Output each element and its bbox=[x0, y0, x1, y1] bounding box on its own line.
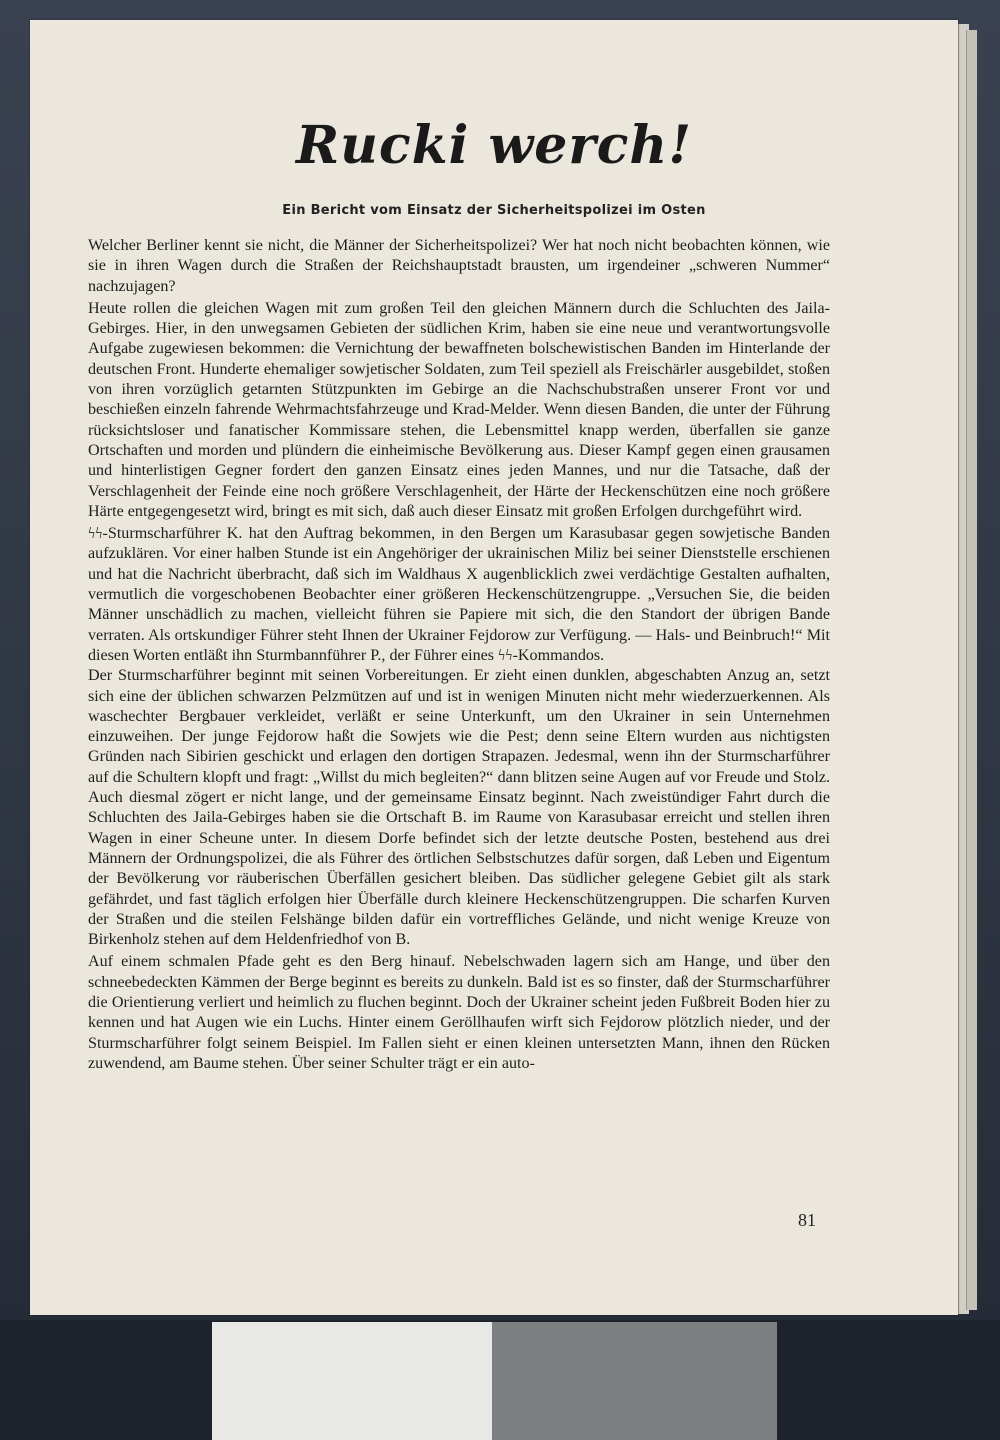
page-number: 81 bbox=[798, 1210, 816, 1230]
page-title: Rucki werch! bbox=[295, 115, 693, 176]
gray-reference-card bbox=[212, 1322, 492, 1440]
paragraph: Welcher Berliner kennt sie nicht, die Männer der Sicherheitspolizei? Wer hat noch nicht beobachten können, wie sie in ihren Wagen durch die Straßen der Reichshauptstadt brausten, um irgendeiner „schweren Nummer“ nachzujagen? bbox=[88, 237, 830, 295]
paragraph: ϟϟ-Sturmscharführer K. hat den Auftrag bekommen, in den Bergen um Karasubasar gegen sowjetische Banden aufzuklären. Vor einer halben Stunde ist ein Angehöriger der ukrainischen Miliz bei seiner Dienststelle erschienen und hat die Nachricht überbracht, daß sich im Waldhaus X augenblicklich zwei verdächtige Gestalten aufhalten, vermutlich die vorgeschobenen Beobachter einer größeren Heckenschützengruppe. „Versuchen Sie, die beiden Männer unschädlich zu machen, vielleicht führen sie Papiere mit sich, die den Standort der übrigen Bande verraten. Als ortskundiger Führer steht Ihnen der Ukrainer Fejdorow zur Verfügung. — Hals- und Beinbruch!“ Mit diesen Worten entläßt ihn Sturmbannführer P., der Führer eines ϟϟ-Kommandos. bbox=[88, 525, 830, 664]
article-body bbox=[88, 236, 830, 1074]
page-edge bbox=[966, 30, 977, 1310]
dark-reference-card bbox=[492, 1322, 777, 1440]
page-subtitle: Ein Bericht vom Einsatz der Sicherheitspolizei im Osten bbox=[282, 203, 706, 218]
paragraph: Auf einem schmalen Pfade geht es den Berg hinauf. Nebelschwaden lagern sich am Hange, und über den schneebedeckten Kämmen der Berge beginnt es bereits zu dunkeln. Bald ist es so finster, daß der Sturmscharführer die Orientierung verliert und heimlich zu fluchen beginnt. Doch der Ukrainer scheint jeden Fußbreit Boden hier zu kennen und hat Augen wie ein Luchs. Hinter einem Geröllhaufen wirft sich Fejdorow plötzlich nieder, und der Sturmscharführer folgt seinem Beispiel. Im Fallen sieht er einen kleinen untersetzten Mann, ihnen den Rücken zuwendend, am Baume stehen. Über seiner Schulter trägt er ein auto- bbox=[88, 953, 830, 1072]
paragraph: Heute rollen die gleichen Wagen mit zum großen Teil den gleichen Männern durch die Schluchten des Jaila-Gebirges. Hier, in den unwegsamen Gebieten der südlichen Krim, haben sie eine neue und verantwortungsvolle Aufgabe zugewiesen bekommen: die Vernichtung der bewaffneten bolschewistischen Banden im Hinterlande der deutschen Front. Hunderte ehemaliger sowjetischer Soldaten, zum Teil speziell als Freischärler ausgebildet, stoßen von ihren vorzüglich getarnten Stützpunkten im Gebirge an die Nachschubstraßen unserer Front vor und beschießen einzeln fahrende Wehrmachtsfahrzeuge und Krad-Melder. Wenn diesen Banden, die unter der Führung rücksichtsloser und fanatischer Kommissare stehen, die Lebensmittel knapp werden, überfallen sie ganze Ortschaften und morden und plündern die einheimische Bevölkerung aus. Dieser Kampf gegen einen grausamen und hinterlistigen Gegner fordert den ganzen Einsatz eines jeden Mannes, und nur die Tatsache, daß der Verschlagenheit der Feinde eine noch größere Verschlagenheit, der Härte der Heckenschützen eine noch größere Härte entgegengesetzt wird, bringt es mit sich, daß auch dieser Einsatz mit großen Erfolgen durchgeführt wird. bbox=[88, 299, 830, 520]
paragraph: Der Sturmscharführer beginnt mit seinen Vorbereitungen. Er zieht einen dunklen, abgeschabten Anzug an, setzt sich eine der üblichen schwarzen Pelzmützen auf und ist in wenigen Minuten nicht mehr wiederzuerkennen. Als waschechter Bergbauer verkleidet, verläßt er seine Unterkunft, um den Ukrainer in sein Unternehmen einzuweihen. Der junge Fejdorow haßt die Sowjets wie die Pest; denn seine Eltern wurden aus nichtigsten Gründen nach Sibirien geschickt und erlagen den dortigen Strapazen. Jedesmal, wenn ihn der Sturmscharführer auf die Schultern klopft und fragt: „Willst du mich begleiten?“ dann blitzen seine Augen auf vor Freude und Stolz. Auch diesmal zögert er nicht lange, und der gemeinsame Einsatz beginnt. Nach zweistündiger Fahrt durch die Schluchten des Jaila-Gebirges haben sie die Ortschaft B. im Raume von Karasubasar erreicht und stellen ihren Wagen in einer Scheune unter. In diesem Dorfe befindet sich der letzte deutsche Posten, bestehend aus drei Männern der Ordnungspolizei, die als Führer des örtlichen Selbstschutzes dafür sorgen, daß Leben und Eigentum der Bevölkerung vor räuberischen Überfällen gesichert bleiben. Das südlicher gelegene Gebiet gilt als stark gefährdet, und fast täglich erfolgen hier Überfälle durch kleinere Heckenschützengruppen. Die scharfen Kurven der Straßen und die steilen Felshänge bilden dafür ein vortreffliches Gelände, und nicht wenige Kreuze von Birkenholz stehen auf dem Heldenfriedhof von B. bbox=[88, 667, 830, 949]
book-page bbox=[30, 20, 958, 1315]
